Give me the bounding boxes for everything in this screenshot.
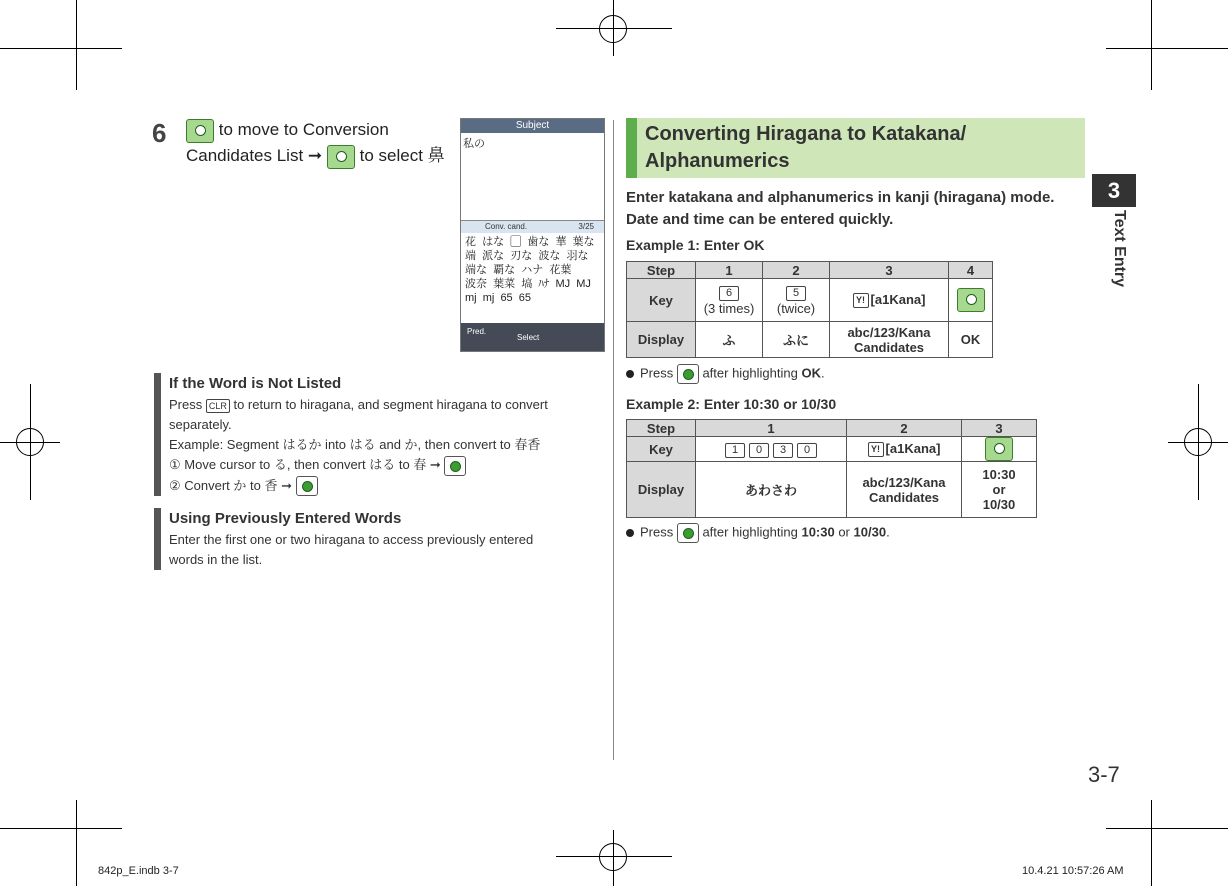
col-3: 3 xyxy=(830,262,949,279)
row-display: Display xyxy=(627,462,696,518)
example-2-note: Press after highlighting 10:30 or 10/30. xyxy=(626,523,890,543)
col-step: Step xyxy=(627,262,696,279)
display-cell-2: ふに xyxy=(763,322,830,358)
center-key-icon xyxy=(957,288,985,312)
soft-key-pred: Pred. xyxy=(467,327,487,336)
page-number: 3-7 xyxy=(1088,762,1120,787)
registration-circle xyxy=(599,15,627,43)
example-2-table xyxy=(626,419,1037,518)
info-body: Enter the first one or two hiragana to access previously entered words in the list. xyxy=(169,532,534,567)
section-title-line-2: Alphanumerics xyxy=(645,150,790,172)
col-2: 2 xyxy=(847,420,962,437)
center-key-icon xyxy=(677,364,699,384)
footer-right: 10.4.21 10:57:26 AM xyxy=(1022,865,1124,877)
example-1-note: Press after highlighting OK. xyxy=(626,364,825,384)
info-title: If the Word is Not Listed xyxy=(169,375,342,392)
column-divider xyxy=(613,120,614,760)
step-instruction xyxy=(186,117,446,169)
crop-mark xyxy=(76,800,77,886)
registration-circle xyxy=(16,428,44,456)
yahoo-key-icon: Y! xyxy=(868,442,884,457)
section-heading xyxy=(626,118,1085,178)
key-cell-3: Y! [a1Kana] xyxy=(830,279,949,322)
key-cell-2: Y! [a1Kana] xyxy=(847,437,962,462)
crop-mark xyxy=(1106,48,1228,49)
footer-left: 842p_E.indb 3-7 xyxy=(98,865,179,877)
display-cell-4: OK xyxy=(949,322,993,358)
col-2: 2 xyxy=(763,262,830,279)
crop-mark xyxy=(0,828,122,829)
center-key-icon xyxy=(677,523,699,543)
candidate-label: Conv. cand. xyxy=(485,222,528,231)
step-text-b: to select 鼻 xyxy=(354,146,445,165)
example-1-table xyxy=(626,261,993,358)
crop-mark xyxy=(76,0,77,90)
center-key-icon xyxy=(444,456,466,476)
display-cell-1: ふ xyxy=(696,322,763,358)
col-step: Step xyxy=(627,420,696,437)
section-title-line-1: Converting Hiragana to Katakana/ xyxy=(645,123,967,145)
center-key-icon xyxy=(327,145,355,169)
center-key-icon xyxy=(985,437,1013,461)
col-1: 1 xyxy=(696,420,847,437)
row-key: Key xyxy=(627,279,696,322)
crop-mark xyxy=(1151,0,1152,90)
numeric-key-icon: 3 xyxy=(773,443,793,458)
display-cell-3: abc/123/Kana Candidates xyxy=(830,322,949,358)
info-box-not-listed xyxy=(154,373,577,496)
key-cell-4 xyxy=(949,279,993,322)
example-1-label: Example 1: Enter OK xyxy=(626,237,765,253)
col-4: 4 xyxy=(949,262,993,279)
step-text-a: to move to Conversion Candidates List xyxy=(186,120,389,165)
candidate-bar xyxy=(461,220,604,233)
col-3: 3 xyxy=(962,420,1037,437)
step-number: 6 xyxy=(152,118,167,148)
key-cell-1: 6 (3 times) xyxy=(696,279,763,322)
clr-key-icon: CLR xyxy=(206,399,230,413)
registration-circle xyxy=(599,843,627,871)
key-cell-3 xyxy=(962,437,1037,462)
phone-screenshot xyxy=(460,118,605,352)
numeric-key-icon: 0 xyxy=(797,443,817,458)
info-line-3: ① Move cursor to る, then convert はる to 春 ➞ xyxy=(169,455,577,476)
info-line-4: ② Convert か to 香 ➞ xyxy=(169,476,577,497)
example-2-label: Example 2: Enter 10:30 or 10/30 xyxy=(626,396,837,412)
crop-mark xyxy=(1151,800,1152,886)
numeric-key-icon: 6 xyxy=(719,286,739,301)
navigation-key-icon xyxy=(186,119,214,143)
display-cell-2: abc/123/Kana Candidates xyxy=(847,462,962,518)
candidate-list: 花 はな ▢ 歯な 華 葉な 端 派な 刃な 波な 羽な 端な 覇な ハナ 花葉 波奈 葉菜 塙 ﾊﾅ MJ MJ mj mj 65 65 xyxy=(465,236,595,304)
info-line-2: Example: Segment はるか into はる and か, then convert to 春香 xyxy=(169,437,541,452)
col-1: 1 xyxy=(696,262,763,279)
crop-mark xyxy=(0,48,122,49)
numeric-key-icon: 5 xyxy=(786,286,806,301)
arrow-icon: ➞ xyxy=(307,146,323,165)
registration-circle xyxy=(1184,428,1212,456)
info-title: Using Previously Entered Words xyxy=(169,510,402,527)
chapter-number: 3 xyxy=(1092,174,1136,207)
yahoo-key-icon: Y! xyxy=(853,293,869,308)
numeric-key-icon: 1 xyxy=(725,443,745,458)
subject-line: 私の xyxy=(463,138,485,150)
display-cell-1: あわさわ xyxy=(696,462,847,518)
numeric-key-icon: 0 xyxy=(749,443,769,458)
info-box-previous-words xyxy=(154,508,569,570)
info-line-1: Press CLR to return to hiragana, and segment hiragana to convert separately. xyxy=(169,397,548,432)
display-cell-3: 10:30 or 10/30 xyxy=(962,462,1037,518)
section-intro: Enter katakana and alphanumerics in kanji (hiragana) mode. Date and time can be entered quickly. xyxy=(626,189,1055,228)
row-display: Display xyxy=(627,322,696,358)
crop-mark xyxy=(1106,828,1228,829)
screen-title: Subject xyxy=(461,119,604,133)
chapter-title: Text Entry xyxy=(1111,210,1128,288)
key-cell-1 xyxy=(696,437,847,462)
soft-key-bar xyxy=(461,323,604,351)
soft-key-select: Select xyxy=(517,333,540,342)
candidate-count: 3/25 xyxy=(578,222,594,231)
center-key-icon xyxy=(296,476,318,496)
key-cell-2: 5 (twice) xyxy=(763,279,830,322)
row-key: Key xyxy=(627,437,696,462)
